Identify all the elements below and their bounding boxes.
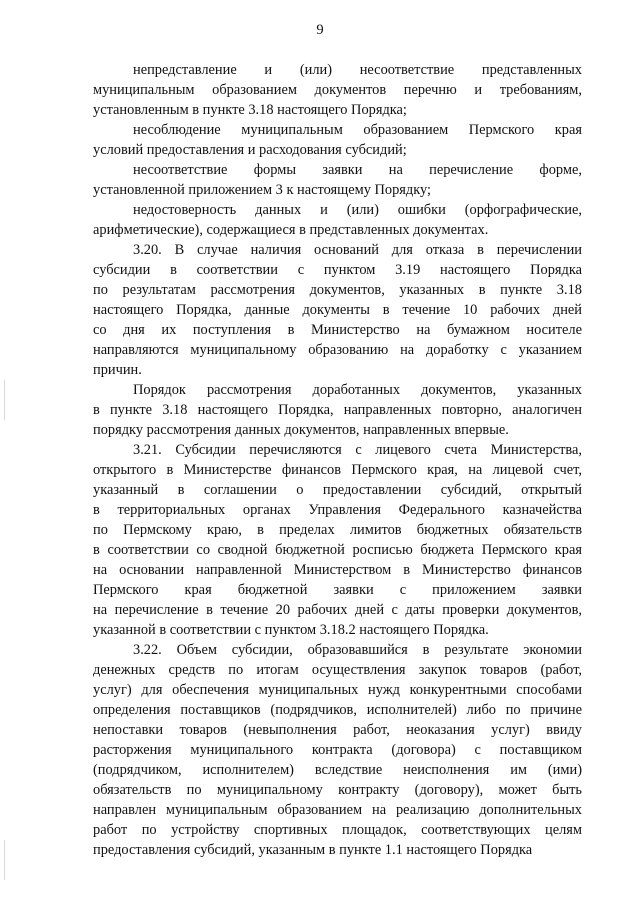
text-line: обязательств по муниципальному контракту (договору), может быть	[93, 782, 582, 798]
text-line: несоблюдение муниципальным образованием Пермского края	[133, 122, 582, 138]
text-line: Пермского края бюджетной заявки с приложением заявки	[93, 582, 582, 598]
text-line: по результатам рассмотрения документов, указанных в пункте 3.18	[93, 282, 582, 298]
text-line: направляются муниципальному образованию на доработку с указанием	[93, 342, 582, 358]
text-line: непоставки товаров (невыполнения работ, неоказания услуг) ввиду	[93, 722, 582, 738]
text-line: в соответствии со сводной бюджетной росписью бюджета Пермского края	[93, 542, 582, 558]
text-line: муниципальным образованием документов перечню и требованиям,	[93, 82, 582, 98]
document-body	[93, 60, 582, 860]
paragraph	[93, 120, 582, 160]
text-line: арифметические), содержащиеся в представленных документах.	[93, 222, 489, 238]
text-line: определения поставщиков (подрядчиков, исполнителей) либо по причине	[93, 702, 582, 718]
text-line: несоответствие формы заявки на перечисление форме,	[133, 162, 582, 178]
text-line: непредставление и (или) несоответствие представленных	[133, 62, 582, 78]
text-line: установленным в пункте 3.18 настоящего Порядка;	[93, 102, 407, 118]
text-line: направлен муниципальным образованием на реализацию дополнительных	[93, 802, 582, 818]
text-line: (подрядчиком, исполнителем) вследствие неисполнения им (ими)	[93, 762, 582, 778]
text-line: 3.22. Объем субсидии, образовавшийся в результате экономии	[133, 642, 582, 658]
text-line: причин.	[93, 362, 142, 378]
text-line: в территориальных органах Управления Федерального казначейства	[93, 502, 582, 518]
page-number: 9	[316, 22, 324, 38]
text-line: денежных средств по итогам осуществления закупок товаров (работ,	[93, 662, 582, 678]
text-line: порядку рассмотрения данных документов, направленных впервые.	[93, 422, 509, 438]
text-line: открытого в Министерстве финансов Пермского края, на лицевой счет,	[93, 462, 582, 478]
paragraph	[93, 60, 582, 120]
text-line: предоставления субсидий, указанным в пункте 1.1 настоящего Порядка	[93, 842, 533, 858]
text-line: установленной приложением 3 к настоящему Порядку;	[93, 182, 432, 198]
text-line: на основании направленной Министерством в Министерство финансов	[93, 562, 582, 578]
paragraph	[93, 240, 582, 380]
text-line: расторжения муниципального контракта (договора) с поставщиком	[93, 742, 582, 758]
text-line: 3.21. Субсидии перечисляются с лицевого счета Министерства,	[133, 442, 582, 458]
scan-edge-mark	[4, 840, 5, 880]
text-line: Порядок рассмотрения доработанных документов, указанных	[133, 382, 582, 398]
text-line: со дня их поступления в Министерство на бумажном носителе	[93, 322, 582, 338]
scan-edge-mark	[4, 380, 5, 420]
text-line: услуг) для обеспечения муниципальных нужд конкурентными способами	[93, 682, 582, 698]
paragraph	[93, 200, 582, 240]
paragraph	[93, 440, 582, 640]
paragraph	[93, 160, 582, 200]
text-line: 3.20. В случае наличия оснований для отказа в перечислении	[133, 242, 582, 258]
text-line: субсидии в соответствии с пунктом 3.19 настоящего Порядка	[93, 262, 582, 278]
text-line: по Пермскому краю, в пределах лимитов бюджетных обязательств	[93, 522, 582, 538]
text-line: настоящего Порядка, данные документы в течение 10 рабочих дней	[93, 302, 582, 318]
paragraph	[93, 380, 582, 440]
text-line: указанной в соответствии с пунктом 3.18.2 настоящего Порядка.	[93, 622, 489, 638]
text-line: в пункте 3.18 настоящего Порядка, направленных повторно, аналогичен	[93, 402, 582, 418]
text-line: условий предоставления и расходования субсидий;	[93, 142, 407, 158]
text-line: на перечисление в течение 20 рабочих дней с даты проверки документов,	[93, 602, 582, 618]
text-line: недостоверность данных и (или) ошибки (орфографические,	[133, 202, 582, 218]
paragraph	[93, 640, 582, 860]
text-line: работ по устройству спортивных площадок, соответствующих целям	[93, 822, 582, 838]
text-line: указанный в соглашении о предоставлении субсидий, открытый	[93, 482, 582, 498]
